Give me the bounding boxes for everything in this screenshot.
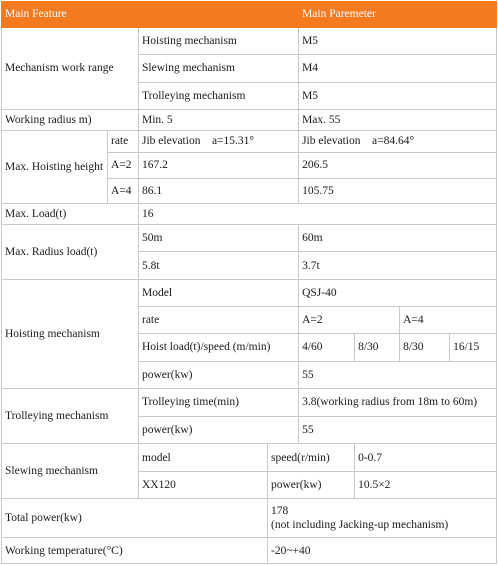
hoisting-model-label: Model: [139, 279, 299, 307]
hoisting-height-a2-max: 206.5: [299, 153, 497, 179]
trolleying-mechanism-class-value: M5: [299, 82, 497, 110]
header-row: [2, 2, 497, 28]
spec-table: [1, 1, 497, 564]
hoist-load-speed-value: 16/15: [450, 333, 497, 361]
jib-elevation-max: Jib elevation a=84.64°: [299, 130, 497, 152]
slewing-speed-label: speed(r/min): [268, 444, 355, 472]
radius-50m-load: 5.8t: [139, 252, 299, 280]
working-radius-max: Max. 55: [299, 110, 497, 130]
working-temperature-label: Working temperature(°C): [2, 538, 268, 564]
slewing-power-value: 10.5×2: [355, 471, 497, 499]
total-power-note: (not including Jacking-up mechanism): [271, 519, 449, 532]
max-load-label: Max. Load(t): [2, 204, 139, 224]
total-power-cell: [268, 499, 497, 538]
rate-a2-label: A=2: [108, 153, 139, 179]
mechanism-work-range-label: Mechanism work range: [2, 27, 139, 110]
total-power-value: 178: [271, 505, 289, 518]
slewing-model-label: model: [139, 444, 268, 472]
table-row: [2, 130, 497, 152]
radius-60m-load: 3.7t: [299, 252, 497, 280]
hoisting-mechanism-label: Hoisting mechanism: [2, 279, 139, 388]
hoist-load-speed-value: 8/30: [355, 333, 400, 361]
table-row: [2, 110, 497, 130]
hoist-load-speed-value: 8/30: [400, 333, 450, 361]
trolleying-time-value: 3.8(working radius from 18m to 60m): [299, 389, 497, 417]
hoisting-mechanism-class-label: Hoisting mechanism: [139, 27, 299, 55]
trolleying-time-label: Trolleying time(min): [139, 389, 299, 417]
slewing-mechanism-label: Slewing mechanism: [2, 444, 139, 499]
hoist-load-speed-label: Hoist load(t)/speed (m/min): [139, 333, 299, 361]
trolleying-power-value: 55: [299, 416, 497, 444]
table-row: [2, 444, 497, 472]
trolleying-mechanism-label: Trolleying mechanism: [2, 389, 139, 444]
table-row: [2, 499, 497, 538]
hoisting-rate-label: rate: [139, 307, 299, 334]
table-row: [2, 279, 497, 307]
table-row: [2, 27, 497, 55]
slewing-mechanism-class-label: Slewing mechanism: [139, 55, 299, 83]
table-row: [2, 204, 497, 224]
slewing-mechanism-class-value: M4: [299, 55, 497, 83]
hoisting-power-value: 55: [299, 361, 497, 389]
max-load-value: 16: [139, 204, 497, 224]
rate-a4-label: A=4: [108, 178, 139, 204]
hoisting-power-label: power(kw): [139, 361, 299, 389]
hoist-load-speed-value: 4/60: [299, 333, 355, 361]
max-radius-load-label: Max. Radius load(t): [2, 224, 139, 279]
hoisting-rate-a2: A=2: [299, 307, 400, 334]
hoisting-height-a4-max: 105.75: [299, 178, 497, 204]
hoisting-height-rate-label: rate: [108, 130, 139, 152]
working-radius-label: Working radius m): [2, 110, 139, 130]
header-main-parameter: Main Paremeter: [299, 2, 497, 28]
hoisting-mechanism-class-value: M5: [299, 27, 497, 55]
max-hoisting-height-label: Max. Hoisting height: [2, 130, 108, 204]
table-row: [2, 538, 497, 564]
radius-60m: 60m: [299, 224, 497, 252]
working-temperature-value: -20~+40: [268, 538, 497, 564]
hoisting-height-a4-min: 86.1: [139, 178, 299, 204]
trolleying-power-label: power(kw): [139, 416, 299, 444]
total-power-label: Total power(kw): [2, 499, 268, 538]
hoisting-model-value: QSJ-40: [299, 279, 497, 307]
slewing-power-label: power(kw): [268, 471, 355, 499]
trolleying-mechanism-class-label: Trolleying mechanism: [139, 82, 299, 110]
working-radius-min: Min. 5: [139, 110, 299, 130]
hoisting-rate-a4: A=4: [400, 307, 497, 334]
table-row: [2, 224, 497, 252]
jib-elevation-min: Jib elevation a=15.31°: [139, 130, 299, 152]
slewing-model-value: XX120: [139, 471, 268, 499]
table-row: [2, 389, 497, 417]
hoisting-height-a2-min: 167.2: [139, 153, 299, 179]
header-main-feature: Main Feature: [2, 2, 299, 28]
slewing-speed-value: 0-0.7: [355, 444, 497, 472]
radius-50m: 50m: [139, 224, 299, 252]
